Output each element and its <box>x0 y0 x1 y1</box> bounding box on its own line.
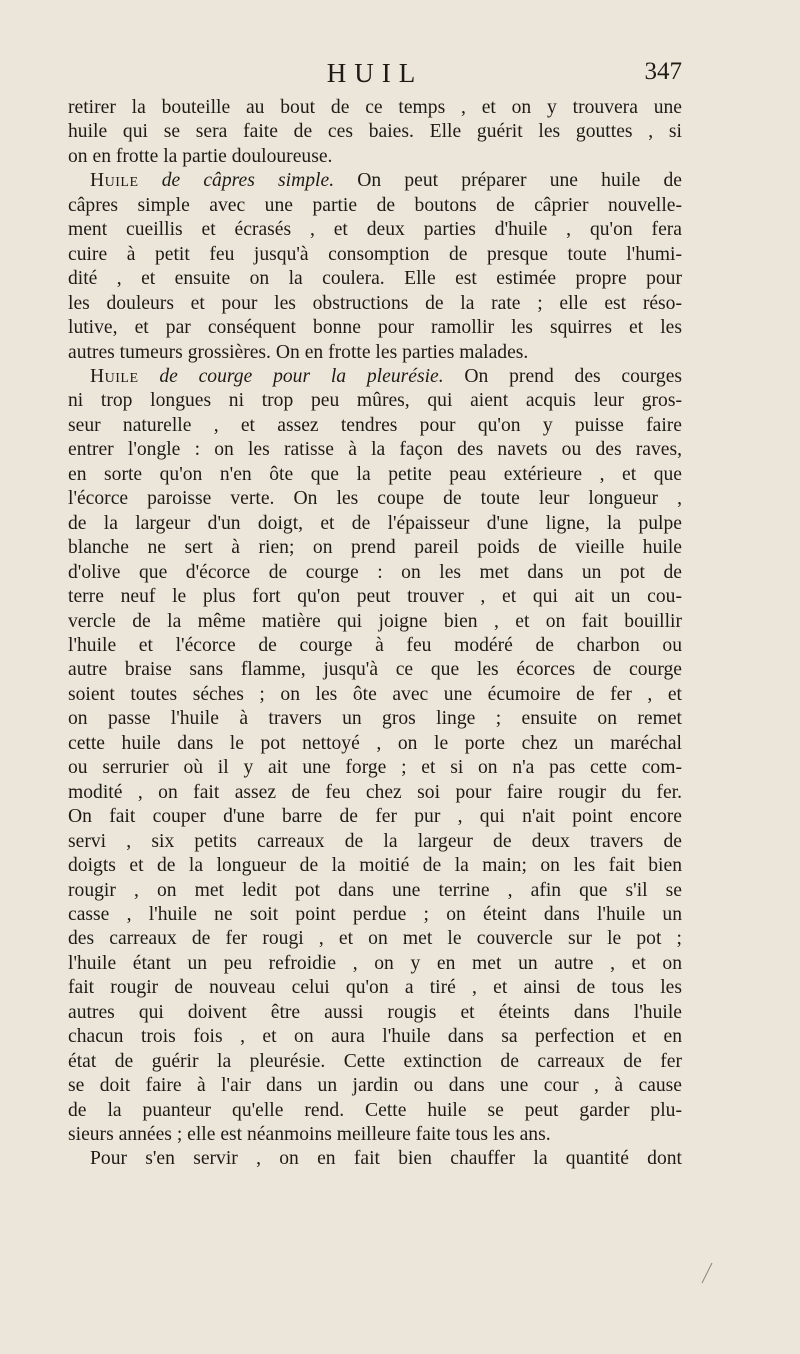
page-number: 347 <box>644 58 682 85</box>
text-line: on en frotte la partie douloureuse. <box>68 145 333 167</box>
body-text <box>68 96 682 1172</box>
text-line: se doit faire à l'air dans un jardin ou dans une cour , à cause <box>68 1075 682 1097</box>
text-line: lutive, et par conséquent bonne pour ramollir les squirres et les <box>68 317 682 339</box>
text-line: Pour s'en servir , on en fait bien chauffer la quantité dont <box>90 1148 682 1170</box>
text-line: l'huile et l'écorce de courge à feu modéré de charbon ou <box>68 634 682 656</box>
text-line: seur naturelle , et assez tendres pour qu'on y puisse faire <box>68 414 682 436</box>
text-line: ou serrurier où il y ait une forge ; et si on n'a pas cette com- <box>68 757 682 779</box>
text-line: cuire à petit feu jusqu'à consomption de presque toute l'humi- <box>68 243 682 265</box>
text-line: en sorte qu'on n'en ôte que la petite peau extérieure , et que <box>68 463 682 485</box>
text-line: doigts et de la longueur de la moitié de la main; on les fait bien <box>68 855 682 877</box>
entry-subtitle: de courge pour la pleurésie. <box>159 365 444 387</box>
text-line: ni trop longues ni trop peu mûres, qui aient acquis leur gros- <box>68 390 682 412</box>
text-line: dité , et ensuite on la coulera. Elle est estimée propre pour <box>68 268 682 290</box>
text-line <box>68 365 682 389</box>
text-line: l'huile étant un peu refroidie , on y en met un autre , et on <box>68 952 682 974</box>
text-line: rougir , on met ledit pot dans une terrine , afin que s'il se <box>68 879 682 901</box>
text-line: autres tumeurs grossières. On en frotte les parties malades. <box>68 341 529 363</box>
text-line: blanche ne sert à rien; on prend pareil poids de vieille huile <box>68 537 682 559</box>
text-line: terre neuf le plus fort qu'on peut trouver , et qui ait un cou- <box>68 586 682 608</box>
text-line: vercle de la même matière qui joigne bien , et on fait bouillir <box>68 610 682 632</box>
text-line: entrer l'ongle : on les ratisse à la façon des navets ou des raves, <box>68 439 682 461</box>
text-line: les douleurs et pour les obstructions de la rate ; elle est réso- <box>68 292 682 314</box>
running-head: HUIL <box>326 58 424 88</box>
pencil-mark-icon <box>700 1262 714 1284</box>
text-line: retirer la bouteille au bout de ce temps , et on y trouvera une <box>68 97 682 118</box>
text-line: on passe l'huile à travers un gros linge ; ensuite on remet <box>68 708 682 730</box>
entry-text: On peut préparer une huile de <box>357 170 682 192</box>
text-line: d'olive que d'écorce de courge : on les met dans un pot de <box>68 561 682 583</box>
text-line: état de guérir la pleurésie. Cette extinction de carreaux de fer <box>68 1050 682 1072</box>
text-line: huile qui se sera faite de ces baies. Elle guérit les gouttes , si <box>68 121 682 143</box>
text-line: soient toutes séches ; on les ôte avec une écumoire de fer , et <box>68 683 682 705</box>
entry-heading: Huile <box>90 365 139 387</box>
text-line: fait rougir de nouveau celui qu'on a tiré , et ainsi de tous les <box>68 977 682 999</box>
text-line: On fait couper d'une barre de fer pur , qui n'ait point encore <box>68 806 682 828</box>
text-line: sieurs années ; elle est néanmoins meilleure faite tous les ans. <box>68 1124 551 1146</box>
text-line: câpres simple avec une partie de boutons de câprier nouvelle- <box>68 194 682 216</box>
entry-text: On prend des courges <box>464 365 682 387</box>
text-line: autre braise sans flamme, jusqu'à ce que les écorces de courge <box>68 659 682 681</box>
text-line: l'écorce paroisse verte. On les coupe de toute leur longueur , <box>68 488 682 510</box>
text-line: casse , l'huile ne soit point perdue ; on éteint dans l'huile un <box>68 903 682 925</box>
text-line: cette huile dans le pot nettoyé , on le porte chez un maréchal <box>68 732 682 754</box>
text-line: modité , on fait assez de feu chez soi pour faire rougir du fer. <box>68 781 682 803</box>
entry-heading: Huile <box>90 170 139 192</box>
text-line <box>68 169 682 193</box>
page-header <box>68 58 682 98</box>
text-line: de la puanteur qu'elle rend. Cette huile se peut garder plu- <box>68 1099 682 1121</box>
text-line: ment cueillis et écrasés , et deux parties d'huile , qu'on fera <box>68 219 682 241</box>
text-line: servi , six petits carreaux de la largeur de deux travers de <box>68 830 682 852</box>
text-line: de la largeur d'un doigt, et de l'épaisseur d'une ligne, la pulpe <box>68 512 682 534</box>
text-line: des carreaux de fer rougi , et on met le couvercle sur le pot ; <box>68 928 682 950</box>
text-line: autres qui doivent être aussi rougis et éteints dans l'huile <box>68 1001 682 1023</box>
entry-subtitle: de câpres simple. <box>161 170 335 192</box>
text-line: chacun trois fois , et on aura l'huile dans sa perfection et en <box>68 1026 682 1048</box>
